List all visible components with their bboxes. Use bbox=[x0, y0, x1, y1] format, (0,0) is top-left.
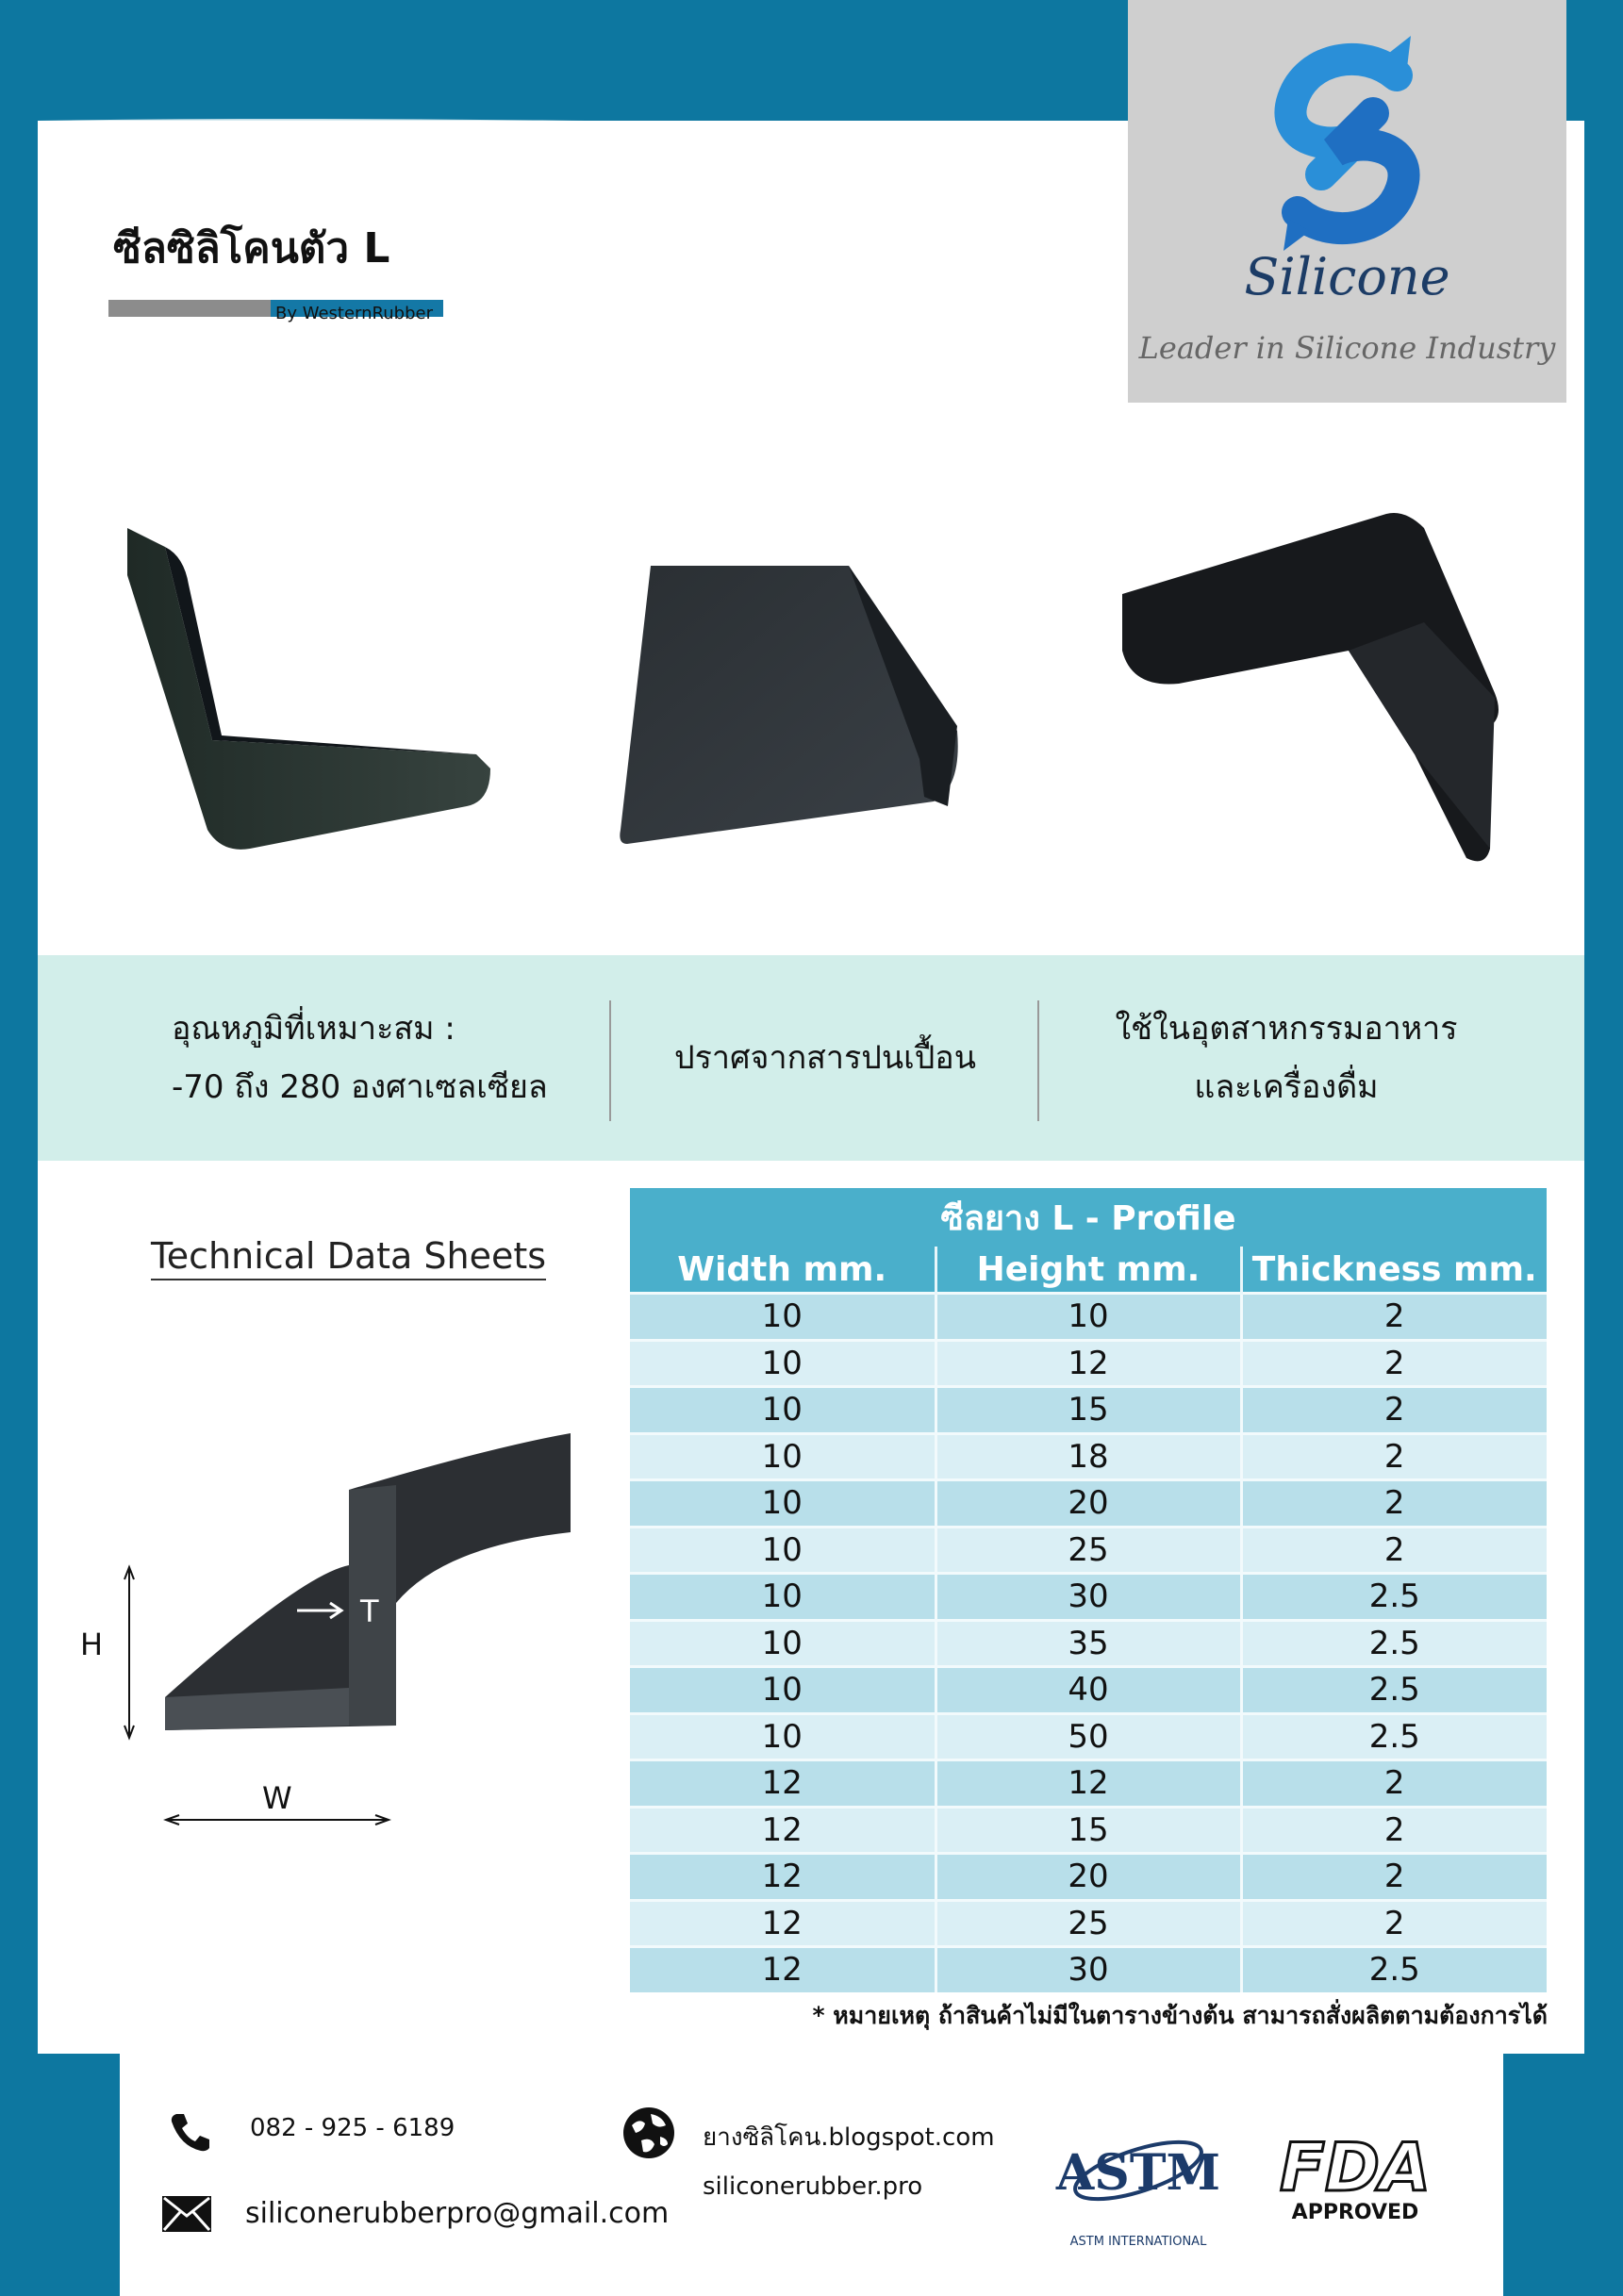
table-row bbox=[630, 1480, 1547, 1528]
cell-height: 30 bbox=[936, 1574, 1241, 1621]
technical-data-heading: Technical Data Sheets bbox=[151, 1235, 546, 1280]
logo-tagline: Leader in Silicone Industry bbox=[1138, 330, 1556, 366]
table-row bbox=[630, 1620, 1547, 1667]
title-underline-gray bbox=[108, 300, 271, 317]
cell-thickness: 2.5 bbox=[1241, 1574, 1547, 1621]
l-profile-photo-2 bbox=[613, 561, 971, 853]
feature-divider-1 bbox=[609, 1000, 611, 1121]
fda-logo bbox=[1280, 2129, 1432, 2224]
fda-approved: APPROVED bbox=[1291, 2201, 1419, 2224]
cell-width: 10 bbox=[630, 1574, 936, 1621]
brand-logo bbox=[1128, 0, 1566, 403]
cell-thickness: 2 bbox=[1241, 1387, 1547, 1434]
globe-icon bbox=[622, 2106, 675, 2159]
cell-thickness: 2.5 bbox=[1241, 1713, 1547, 1760]
table-row bbox=[630, 1387, 1547, 1434]
table-row bbox=[630, 1807, 1547, 1854]
cell-height: 15 bbox=[936, 1387, 1241, 1434]
profile-table bbox=[630, 1188, 1547, 1992]
logo-wordmark: Silicone bbox=[1244, 247, 1450, 306]
cell-thickness: 2 bbox=[1241, 1480, 1547, 1528]
table-row bbox=[630, 1574, 1547, 1621]
fda-mark: FDA bbox=[1280, 2129, 1432, 2206]
cell-thickness: 2 bbox=[1241, 1527, 1547, 1574]
astm-mark: ASTM bbox=[1055, 2144, 1221, 2202]
cell-width: 12 bbox=[630, 1760, 936, 1808]
cell-height: 12 bbox=[936, 1760, 1241, 1808]
cell-width: 10 bbox=[630, 1387, 936, 1434]
table-row bbox=[630, 1527, 1547, 1574]
features-band bbox=[38, 955, 1584, 1161]
cell-thickness: 2 bbox=[1241, 1340, 1547, 1387]
cell-height: 12 bbox=[936, 1340, 1241, 1387]
astm-logo bbox=[1055, 2122, 1221, 2254]
email-address[interactable]: siliconerubberpro@gmail.com bbox=[245, 2197, 670, 2230]
cell-thickness: 2 bbox=[1241, 1760, 1547, 1808]
cell-height: 25 bbox=[936, 1527, 1241, 1574]
page-title: ซีลซิลิโคนตัว L bbox=[113, 224, 390, 273]
cell-thickness: 2 bbox=[1241, 1854, 1547, 1901]
cell-height: 25 bbox=[936, 1900, 1241, 1947]
feature-contaminant-free bbox=[613, 955, 1037, 1161]
contact-footer bbox=[120, 2054, 1503, 2296]
feature-food-industry-line2: และเครื่องดื่ม bbox=[1194, 1068, 1379, 1106]
cell-thickness: 2 bbox=[1241, 1807, 1547, 1854]
feature-temperature bbox=[172, 955, 587, 1161]
cell-height: 20 bbox=[936, 1854, 1241, 1901]
astm-emblem-icon bbox=[1055, 2122, 1221, 2225]
diagram-h-label: H bbox=[80, 1627, 104, 1662]
diagram-t-label: T bbox=[360, 1594, 379, 1629]
cell-height: 18 bbox=[936, 1433, 1241, 1480]
cell-width: 12 bbox=[630, 1947, 936, 1992]
table-row bbox=[630, 1760, 1547, 1808]
cell-thickness: 2.5 bbox=[1241, 1620, 1547, 1667]
cell-height: 35 bbox=[936, 1620, 1241, 1667]
feature-food-industry-line1: ใช้ในอุตสาหกรรมอาหาร bbox=[1115, 1010, 1458, 1048]
cell-width: 10 bbox=[630, 1713, 936, 1760]
cell-thickness: 2.5 bbox=[1241, 1667, 1547, 1714]
cell-width: 10 bbox=[630, 1433, 936, 1480]
website-link[interactable]: siliconerubber.pro bbox=[703, 2172, 923, 2201]
feature-divider-2 bbox=[1037, 1000, 1039, 1121]
cell-width: 10 bbox=[630, 1340, 936, 1387]
cell-width: 10 bbox=[630, 1620, 936, 1667]
cell-width: 10 bbox=[630, 1294, 936, 1341]
cell-width: 10 bbox=[630, 1480, 936, 1528]
cell-width: 12 bbox=[630, 1900, 936, 1947]
cell-height: 10 bbox=[936, 1294, 1241, 1341]
feature-temperature-line2: -70 ถึง 280 องศาเซลเซียล bbox=[172, 1068, 548, 1106]
cell-width: 10 bbox=[630, 1667, 936, 1714]
feature-food-industry bbox=[1041, 955, 1532, 1161]
silicone-logo-icon bbox=[1128, 19, 1566, 264]
table-body bbox=[630, 1294, 1547, 1992]
phone-number[interactable]: 082 - 925 - 6189 bbox=[250, 2114, 455, 2142]
phone-icon bbox=[169, 2110, 212, 2154]
diagram-w-label: W bbox=[262, 1780, 292, 1816]
dimension-diagram bbox=[66, 1414, 594, 1839]
l-profile-photo-1 bbox=[108, 519, 495, 858]
cell-thickness: 2.5 bbox=[1241, 1947, 1547, 1992]
cell-width: 12 bbox=[630, 1807, 936, 1854]
mail-icon bbox=[161, 2195, 212, 2233]
table-note: * หมายเหตุ ถ้าสินค้าไม่มีในตารางข้างต้น สามารถสั่งผลิตตามต้องการได้ bbox=[812, 2002, 1548, 2029]
cell-height: 30 bbox=[936, 1947, 1241, 1992]
cell-width: 10 bbox=[630, 1527, 936, 1574]
cell-thickness: 2 bbox=[1241, 1294, 1547, 1341]
table-caption: ซีลยาง L - Profile bbox=[630, 1188, 1547, 1247]
feature-temperature-line1: อุณหภูมิที่เหมาะสม : bbox=[172, 1010, 455, 1048]
table-row bbox=[630, 1294, 1547, 1341]
cell-height: 50 bbox=[936, 1713, 1241, 1760]
table-row bbox=[630, 1667, 1547, 1714]
table-row bbox=[630, 1340, 1547, 1387]
table-row bbox=[630, 1433, 1547, 1480]
cell-height: 15 bbox=[936, 1807, 1241, 1854]
byline: By WesternRubber bbox=[275, 304, 433, 323]
cell-thickness: 2 bbox=[1241, 1900, 1547, 1947]
cell-width: 12 bbox=[630, 1854, 936, 1901]
col-width: Width mm. bbox=[630, 1247, 936, 1294]
feature-contaminant-free-text: ปราศจากสารปนเปื้อน bbox=[674, 1039, 976, 1077]
cell-height: 40 bbox=[936, 1667, 1241, 1714]
col-thickness: Thickness mm. bbox=[1241, 1247, 1547, 1294]
table-row bbox=[630, 1900, 1547, 1947]
blog-link[interactable]: ยางซิลิโคน.blogspot.com bbox=[703, 2123, 995, 2152]
l-profile-photo-3 bbox=[1113, 509, 1509, 867]
table-row bbox=[630, 1854, 1547, 1901]
astm-subtitle: ASTM INTERNATIONAL bbox=[1069, 2235, 1207, 2249]
cell-height: 20 bbox=[936, 1480, 1241, 1528]
table-row bbox=[630, 1713, 1547, 1760]
cell-thickness: 2 bbox=[1241, 1433, 1547, 1480]
col-height: Height mm. bbox=[936, 1247, 1241, 1294]
table-row bbox=[630, 1947, 1547, 1992]
